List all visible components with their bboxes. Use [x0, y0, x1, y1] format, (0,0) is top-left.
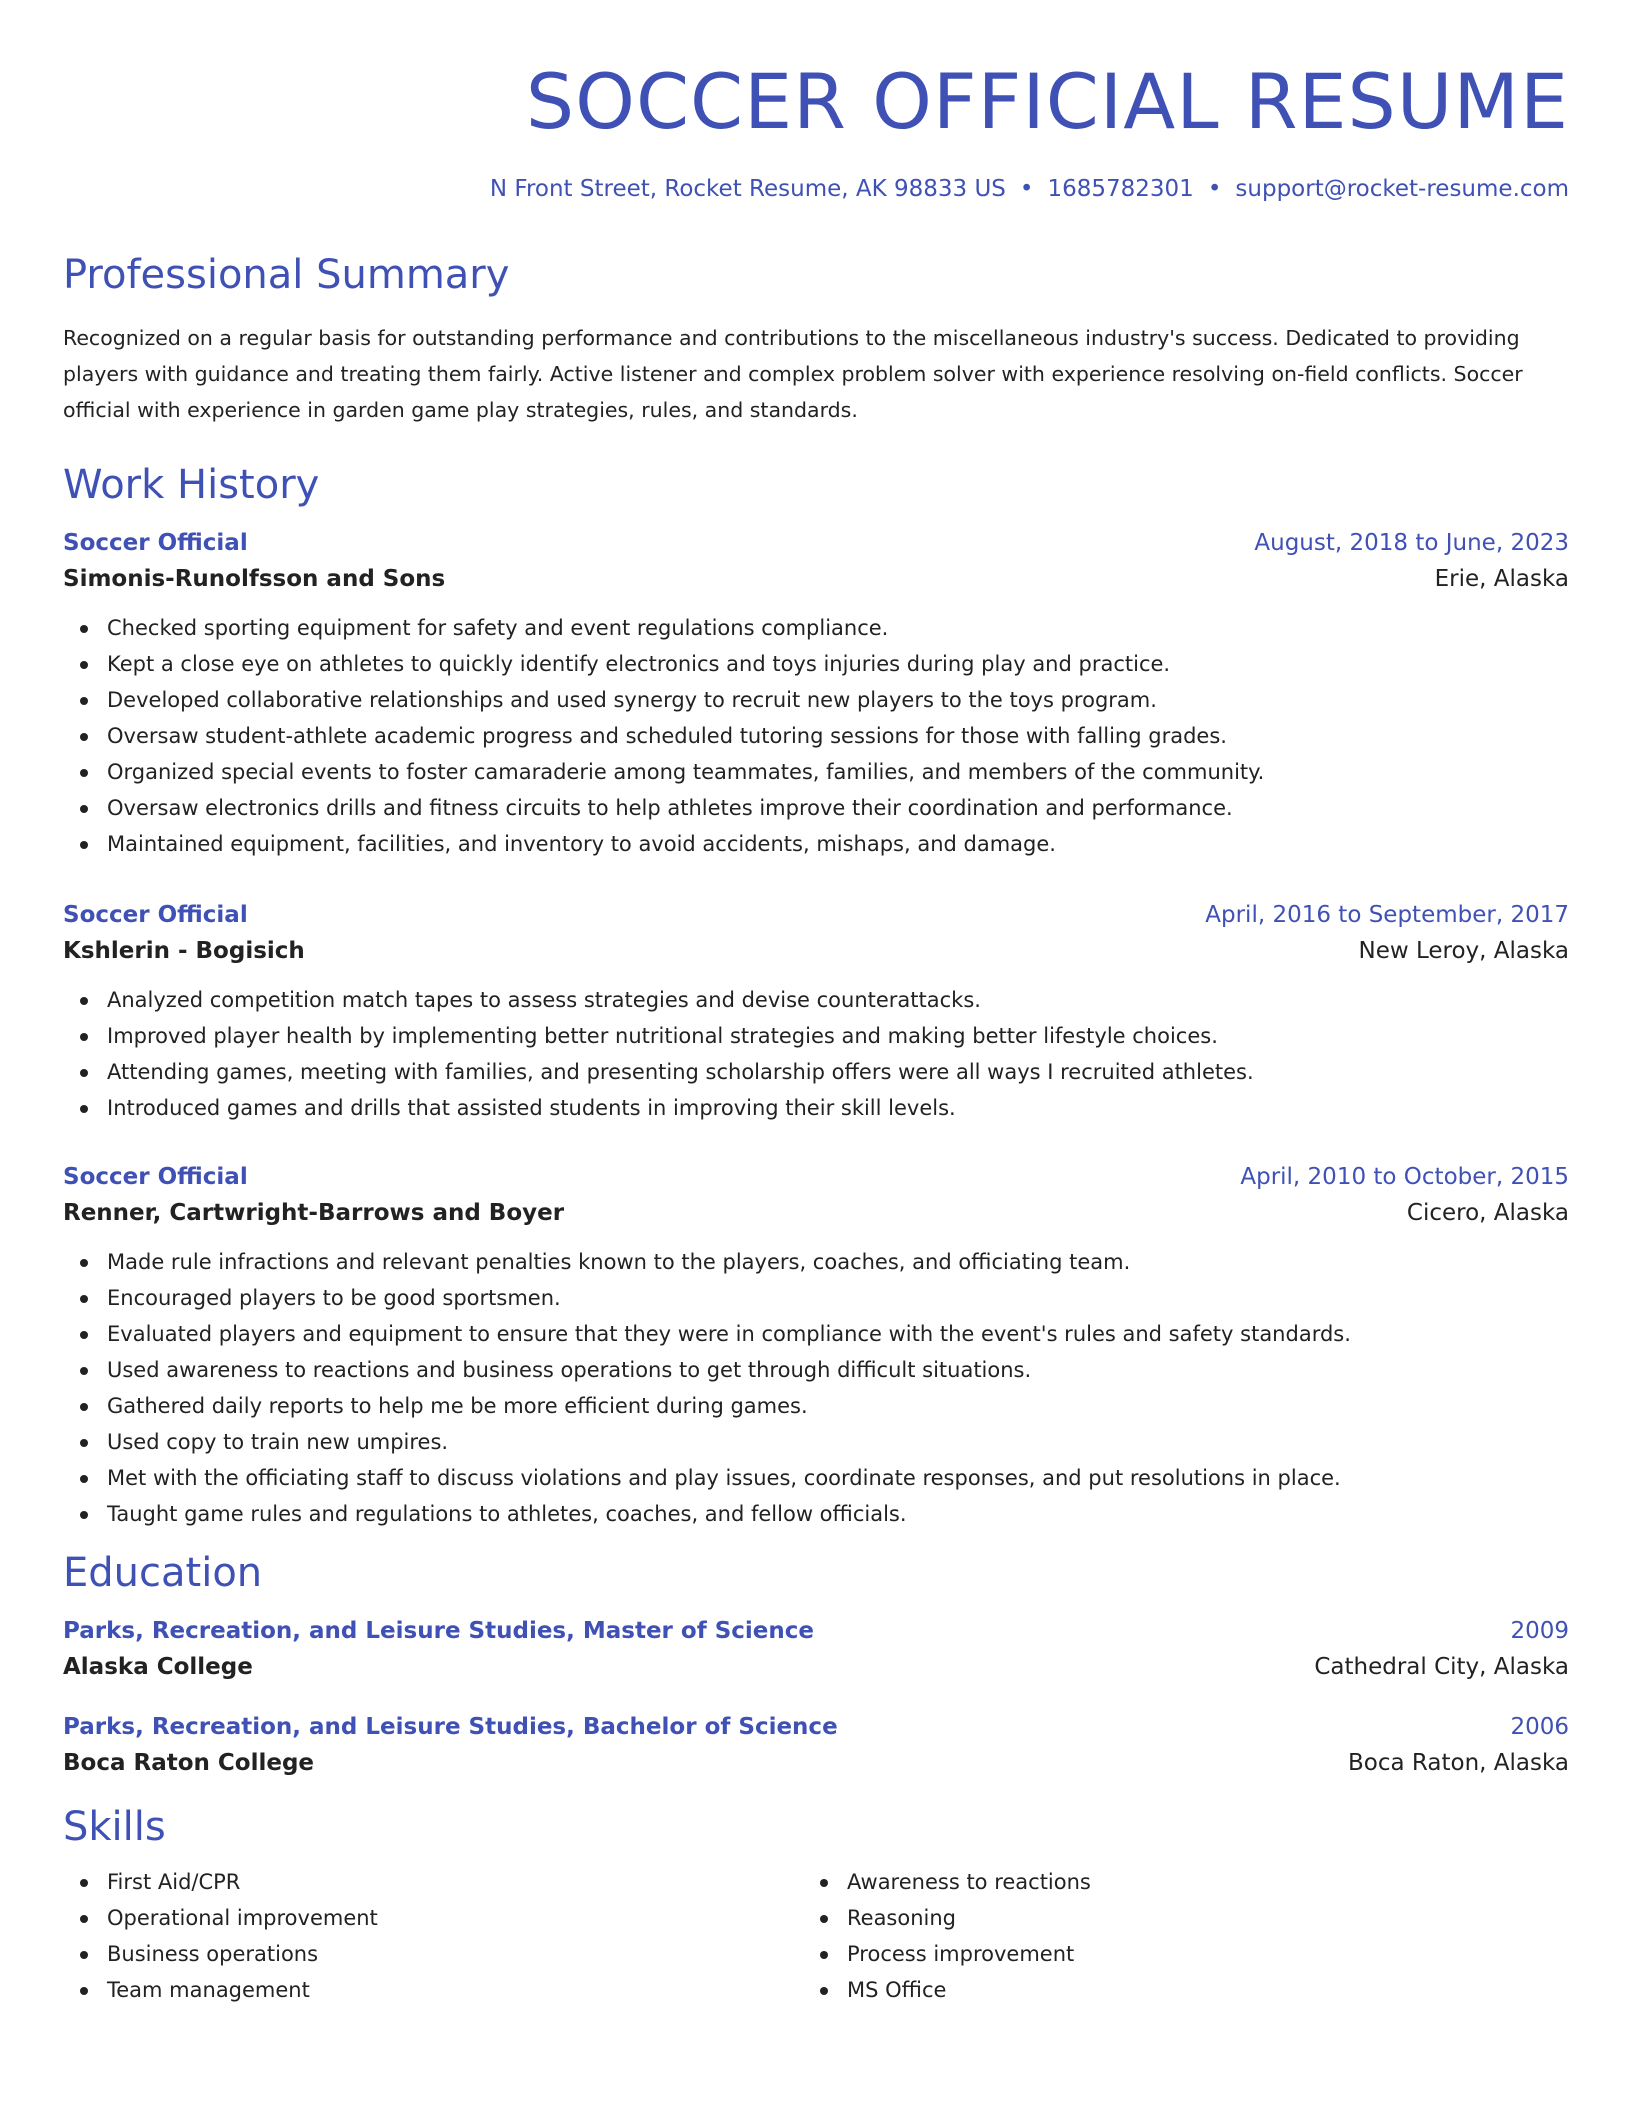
- job-location: New Leroy, Alaska: [1358, 938, 1569, 964]
- education-school: Boca Raton College: [63, 1750, 315, 1776]
- skill-item: Reasoning: [803, 1900, 1543, 1936]
- job-role: Soccer Official: [63, 902, 248, 928]
- skill-item: MS Office: [803, 1972, 1543, 2008]
- education-entry: [63, 1714, 1569, 1776]
- education-location: Cathedral City, Alaska: [1314, 1654, 1569, 1680]
- list-item: Oversaw student-athlete academic progress and scheduled tutoring sessions for those with falling grades.: [63, 718, 1569, 754]
- job-duties-list: [63, 1244, 1569, 1532]
- list-item: Maintained equipment, facilities, and inventory to avoid accidents, mishaps, and damage.: [63, 826, 1569, 862]
- list-item: Gathered daily reports to help me be more efficient during games.: [63, 1388, 1569, 1424]
- education-entry: [63, 1618, 1569, 1680]
- skill-item: Business operations: [63, 1936, 803, 1972]
- job-entry: [63, 902, 1569, 1126]
- education-year: 2006: [1510, 1714, 1569, 1740]
- job-dates: April, 2016 to September, 2017: [1205, 902, 1569, 928]
- list-item: Used awareness to reactions and business operations to get through difficult situations.: [63, 1352, 1569, 1388]
- skill-item: Team management: [63, 1972, 803, 2008]
- list-item: Made rule infractions and relevant penalties known to the players, coaches, and officiating team.: [63, 1244, 1569, 1280]
- job-role: Soccer Official: [63, 1164, 248, 1190]
- list-item: Improved player health by implementing better nutritional strategies and making better lifestyle choices.: [63, 1018, 1569, 1054]
- list-item: Met with the officiating staff to discuss violations and play issues, coordinate responses, and put resolutions in place.: [63, 1460, 1569, 1496]
- list-item: Introduced games and drills that assisted students in improving their skill levels.: [63, 1090, 1569, 1126]
- list-item: Used copy to train new umpires.: [63, 1424, 1569, 1460]
- contact-phone: 1685782301: [1047, 176, 1194, 202]
- education-year: 2009: [1510, 1618, 1569, 1644]
- work-history-heading: Work History: [63, 462, 320, 508]
- list-item: Organized special events to foster camaraderie among teammates, families, and members of the community.: [63, 754, 1569, 790]
- job-dates: August, 2018 to June, 2023: [1254, 530, 1569, 556]
- contact-line: [63, 176, 1569, 202]
- skills-grid: [63, 1864, 1569, 2008]
- list-item: Checked sporting equipment for safety and event regulations compliance.: [63, 610, 1569, 646]
- list-item: Developed collaborative relationships and used synergy to recruit new players to the toys program.: [63, 682, 1569, 718]
- skills-heading: Skills: [63, 1804, 166, 1850]
- page-title: SOCCER OFFICIAL RESUME: [525, 57, 1569, 146]
- list-item: Attending games, meeting with families, and presenting scholarship offers were all ways I recruited athletes.: [63, 1054, 1569, 1090]
- job-location: Erie, Alaska: [1434, 566, 1569, 592]
- job-employer: Simonis-Runolfsson and Sons: [63, 566, 446, 592]
- education-school: Alaska College: [63, 1654, 253, 1680]
- job-dates: April, 2010 to October, 2015: [1240, 1164, 1569, 1190]
- summary-text: Recognized on a regular basis for outstanding performance and contributions to the miscellaneous industry's success. Dedicated to providing players with guidance and treating them fairly. Active listener and complex problem solver with experience resolving on-field conflicts. Soccer official with experience in garden game play strategies, rules, and standards.: [63, 326, 1523, 422]
- contact-email: support@rocket-resume.com: [1235, 176, 1569, 202]
- summary-heading: Professional Summary: [63, 252, 510, 298]
- list-item: Taught game rules and regulations to athletes, coaches, and fellow officials.: [63, 1496, 1569, 1532]
- list-item: Oversaw electronics drills and fitness circuits to help athletes improve their coordination and performance.: [63, 790, 1569, 826]
- skills-list-left: [63, 1864, 803, 2008]
- skill-item: Operational improvement: [63, 1900, 803, 1936]
- contact-separator: •: [1207, 176, 1222, 202]
- job-employer: Kshlerin - Bogisich: [63, 938, 305, 964]
- skill-item: Awareness to reactions: [803, 1864, 1543, 1900]
- skill-item: Process improvement: [803, 1936, 1543, 1972]
- education-location: Boca Raton, Alaska: [1348, 1750, 1569, 1776]
- list-item: Evaluated players and equipment to ensure that they were in compliance with the event's rules and safety standards.: [63, 1316, 1569, 1352]
- job-entry: [63, 1164, 1569, 1532]
- job-duties-list: [63, 982, 1569, 1126]
- job-employer: Renner, Cartwright-Barrows and Boyer: [63, 1200, 565, 1226]
- list-item: Kept a close eye on athletes to quickly identify electronics and toys injuries during play and practice.: [63, 646, 1569, 682]
- skill-item: First Aid/CPR: [63, 1864, 803, 1900]
- job-role: Soccer Official: [63, 530, 248, 556]
- education-heading: Education: [63, 1550, 263, 1596]
- contact-address: N Front Street, Rocket Resume, AK 98833 US: [489, 176, 1006, 202]
- skills-list-right: [803, 1864, 1543, 2008]
- job-entry: [63, 530, 1569, 862]
- education-degree: Parks, Recreation, and Leisure Studies, Bachelor of Science: [63, 1714, 838, 1740]
- contact-separator: •: [1019, 176, 1034, 202]
- job-duties-list: [63, 610, 1569, 862]
- list-item: Encouraged players to be good sportsmen.: [63, 1280, 1569, 1316]
- list-item: Analyzed competition match tapes to assess strategies and devise counterattacks.: [63, 982, 1569, 1018]
- job-location: Cicero, Alaska: [1406, 1200, 1569, 1226]
- education-degree: Parks, Recreation, and Leisure Studies, Master of Science: [63, 1618, 815, 1644]
